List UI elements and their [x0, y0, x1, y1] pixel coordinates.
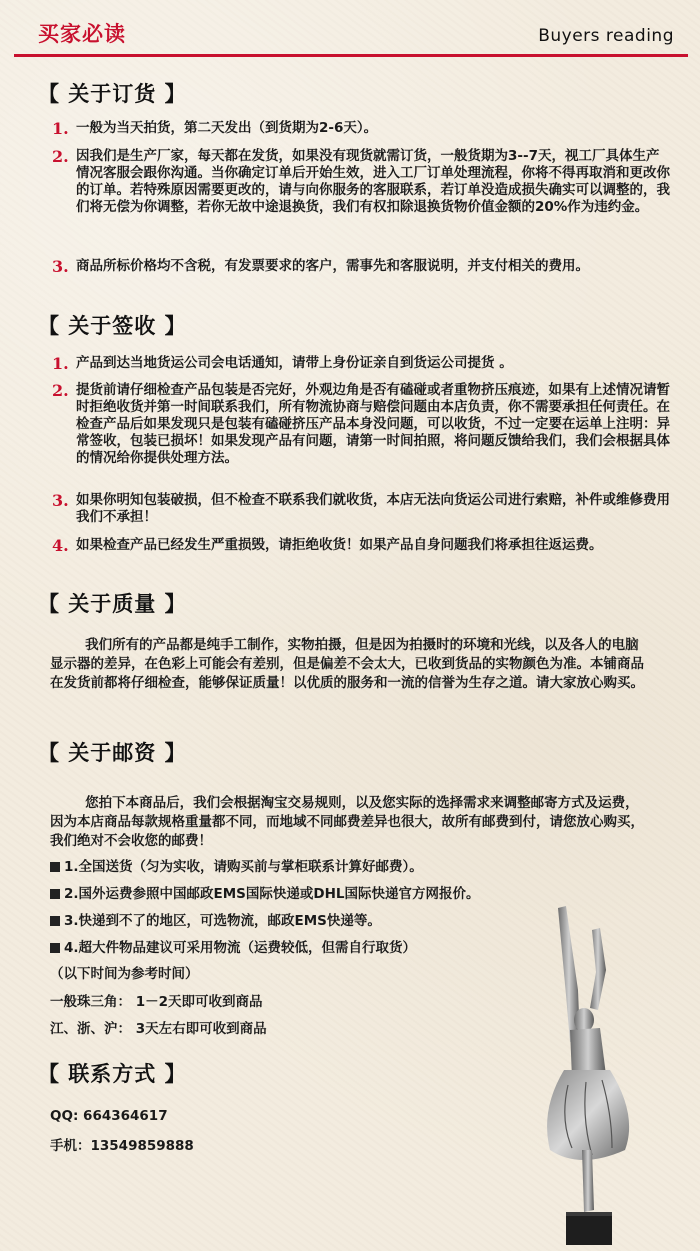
- quality-paragraph: 我们所有的产品都是纯手工制作，实物拍摄，但是因为拍摄时的环境和光线，以及各人的电脑显示器的差异，在色彩上可能会有差别，但是偏差不会太大，已收到货品的实物颜色为准。本铺商品在发货前都将仔细检查，能够保证质量！以优质的服务和一流的信誉为生存之道。请大家放心购买。: [50, 637, 644, 691]
- page-title: 买家必读: [38, 21, 126, 46]
- shipping-time-jzh: 江、浙、沪： 3天左右即可收到商品: [50, 1021, 267, 1037]
- section-title-receipt: 【 关于签收 】: [38, 313, 187, 338]
- shipping-note: （以下时间为参考时间）: [50, 966, 199, 982]
- shipping-item-3: 3.快递到不了的地区，可选物流，邮政EMS快递等。: [50, 909, 381, 929]
- bullet-square-icon: [50, 862, 60, 872]
- shipping-item-2: 2.国外运费参照中国邮政EMS国际快递或DHL国际快递官方网报价。: [50, 882, 480, 902]
- receipt-item-4: 4. 如果检查产品已经发生严重损毁，请拒绝收货！如果产品自身问题我们将承担往返运费。: [52, 536, 603, 555]
- dancer-sculpture-image: [520, 900, 680, 1245]
- section-title-contact: 【 联系方式 】: [38, 1061, 187, 1086]
- order-item-1: 1. 一般为当天拍货，第二天发出（到货期为2-6天）。: [52, 119, 378, 138]
- section-title-quality: 【 关于质量 】: [38, 591, 187, 616]
- receipt-item-1: 1. 产品到达当地货运公司会电话通知，请带上身份证亲自到货运公司提货 。: [52, 354, 513, 373]
- bullet-square-icon: [50, 943, 60, 953]
- order-item-3: 3. 商品所标价格均不含税，有发票要求的客户，需事先和客服说明，并支付相关的费用。: [52, 257, 589, 276]
- section-title-order: 【 关于订货 】: [38, 81, 187, 106]
- section-title-shipping: 【 关于邮资 】: [38, 740, 187, 765]
- shipping-item-4: 4.超大件物品建议可采用物流（运费较低，但需自行取货）: [50, 936, 416, 956]
- contact-qq: QQ: 664364617: [50, 1108, 168, 1124]
- shipping-intro: 您拍下本商品后，我们会根据淘宝交易规则，以及您实际的选择需求来调整邮寄方式及运费，因为本店商品每款规格重量都不同，而地域不同邮费差异也很大，故所有邮费到付，请您放心购买，我们绝对不会收您的邮费！: [50, 795, 644, 849]
- shipping-time-prd: 一般珠三角： 1－2天即可收到商品: [50, 994, 263, 1010]
- bullet-square-icon: [50, 916, 60, 926]
- order-item-2: 2. 因我们是生产厂家，每天都在发货，如果没有现货就需订货，一般货期为3--7天，视工厂具体生产情况客服会跟你沟通。当你确定订单后开始生效，进入工厂订单处理流程，你将不得再取消和更改你的订单。若特殊原因需要更改的，请与向你服务的客服联系，若订单没造成损失确实可以调整的，我们将无偿为你调整，若你无故中途退换货，我们有权扣除退换货物价值金额的20%作为违约金。: [52, 147, 670, 215]
- shipping-item-1: 1.全国送货（匀为实收，请购买前与掌柜联系计算好邮费）。: [50, 855, 423, 875]
- header-divider: [14, 54, 688, 57]
- header: [0, 0, 700, 60]
- receipt-item-3: 3. 如果你明知包装破损，但不检查不联系我们就收货，本店无法向货运公司进行索赔，补件或维修费用我们不承担！: [52, 491, 670, 525]
- receipt-item-2: 2. 提货前请仔细检查产品包装是否完好，外观边角是否有磕碰或者重物挤压痕迹，如果有上述情况请暂时拒绝收货并第一时间联系我们，所有物流协商与赔偿问题由本店负责，你不需要承担任何责任。在检查产品后如果发现只是包装有磕碰挤压产品本身没问题，可以收货，不过一定要在运单上注明：异常签收，包装已损坏！如果发现产品有问题，请第一时间拍照，将问题反馈给我们，我们会根据具体的情况给你提供处理方法。: [52, 381, 670, 466]
- contact-phone: 手机：13549859888: [50, 1138, 194, 1154]
- bullet-square-icon: [50, 889, 60, 899]
- page-subtitle-en: Buyers reading: [538, 26, 674, 46]
